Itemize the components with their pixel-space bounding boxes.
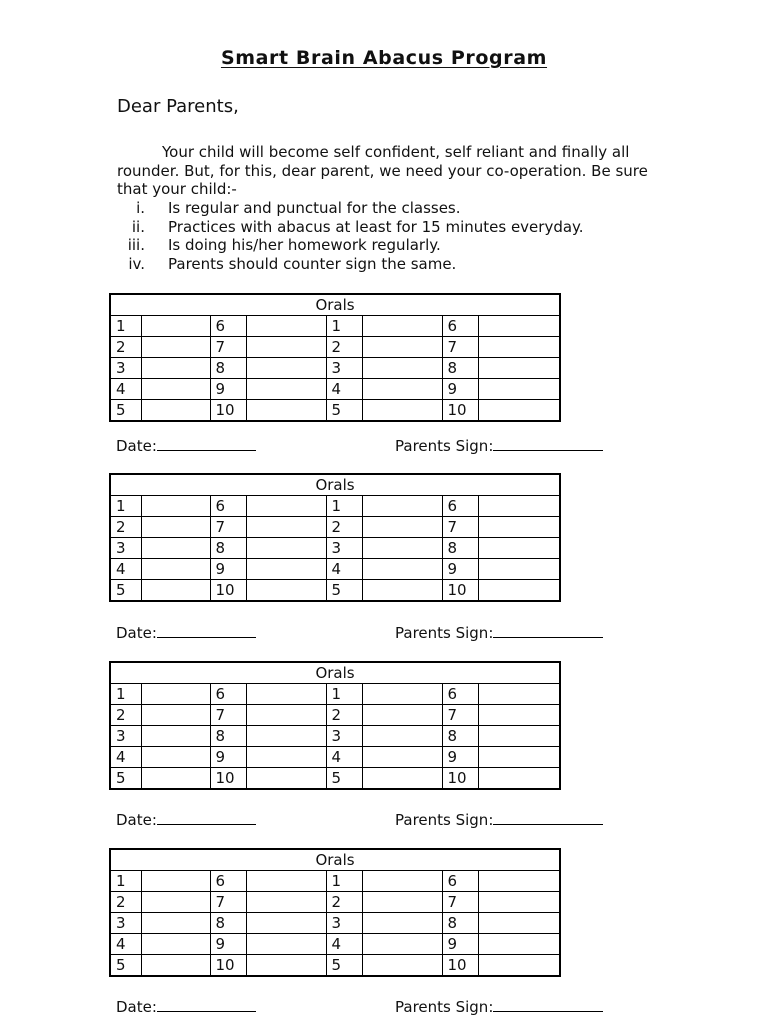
answer-cell[interactable]: [362, 871, 442, 892]
answer-cell[interactable]: [246, 892, 326, 913]
parents-sign-field[interactable]: [395, 624, 603, 642]
list-item: ii. Practices with abacus at least for 15 minutes everyday.: [131, 217, 584, 236]
answer-cell[interactable]: [478, 538, 560, 559]
answer-cell[interactable]: [246, 379, 326, 400]
date-field[interactable]: [116, 998, 256, 1016]
sign-line[interactable]: [493, 438, 603, 451]
question-number: 1: [326, 684, 362, 705]
answer-cell[interactable]: [246, 580, 326, 602]
answer-cell[interactable]: [141, 684, 210, 705]
list-item: iii. Is doing his/her homework regularly.: [127, 236, 441, 255]
question-number: 10: [442, 955, 478, 977]
answer-cell[interactable]: [362, 400, 442, 422]
question-number: 8: [210, 913, 246, 934]
answer-cell[interactable]: [478, 559, 560, 580]
question-number: 2: [326, 517, 362, 538]
question-number: 2: [110, 337, 141, 358]
answer-cell[interactable]: [141, 747, 210, 768]
answer-cell[interactable]: [478, 705, 560, 726]
answer-cell[interactable]: [246, 684, 326, 705]
question-number: 1: [326, 316, 362, 337]
answer-cell[interactable]: [141, 559, 210, 580]
table-header: Orals: [110, 294, 560, 316]
answer-cell[interactable]: [478, 892, 560, 913]
date-field[interactable]: [116, 624, 256, 642]
answer-cell[interactable]: [362, 747, 442, 768]
question-number: 8: [442, 726, 478, 747]
answer-cell[interactable]: [362, 358, 442, 379]
question-number: 5: [326, 768, 362, 790]
answer-cell[interactable]: [141, 934, 210, 955]
table-header: Orals: [110, 849, 560, 871]
question-number: 2: [326, 892, 362, 913]
date-label: Date:: [116, 998, 157, 1016]
question-number: 3: [110, 913, 141, 934]
question-number: 2: [110, 892, 141, 913]
question-number: 3: [326, 538, 362, 559]
question-number: 10: [442, 400, 478, 422]
question-number: 10: [442, 580, 478, 602]
table-row: [110, 316, 560, 337]
question-number: 1: [326, 496, 362, 517]
table-row: [110, 580, 560, 602]
question-number: 4: [326, 934, 362, 955]
table-row: [110, 934, 560, 955]
list-item: i. Is regular and punctual for the classes.: [136, 199, 461, 217]
table-row: [110, 871, 560, 892]
question-number: 3: [326, 913, 362, 934]
answer-cell[interactable]: [246, 934, 326, 955]
question-number: 10: [210, 580, 246, 602]
question-number: 10: [210, 955, 246, 977]
table-row: [110, 559, 560, 580]
answer-cell[interactable]: [141, 400, 210, 422]
question-number: 3: [326, 358, 362, 379]
intro-paragraph: Your child will become self confident, self reliant and finally all rounder. But, for this, dear parent, we need your co-operation. Be sure that your child:-: [117, 143, 648, 198]
parents-sign-label: Parents Sign:: [395, 811, 494, 829]
answer-cell[interactable]: [246, 747, 326, 768]
question-number: 1: [110, 871, 141, 892]
answer-cell[interactable]: [362, 559, 442, 580]
answer-cell[interactable]: [478, 337, 560, 358]
answer-cell[interactable]: [478, 517, 560, 538]
greeting: Dear Parents,: [117, 96, 239, 117]
question-number: 7: [210, 337, 246, 358]
question-number: 7: [210, 892, 246, 913]
question-number: 1: [110, 684, 141, 705]
table-row: [110, 705, 560, 726]
answer-cell[interactable]: [478, 913, 560, 934]
answer-cell[interactable]: [362, 538, 442, 559]
orals-table: [109, 848, 561, 977]
parents-sign-label: Parents Sign:: [395, 624, 494, 642]
question-number: 6: [442, 496, 478, 517]
question-number: 6: [442, 316, 478, 337]
parents-sign-field[interactable]: [395, 437, 603, 455]
answer-cell[interactable]: [478, 747, 560, 768]
question-number: 4: [110, 559, 141, 580]
question-number: 3: [326, 726, 362, 747]
question-number: 7: [442, 517, 478, 538]
question-number: 4: [110, 934, 141, 955]
question-number: 3: [110, 538, 141, 559]
date-line[interactable]: [157, 625, 256, 638]
answer-cell[interactable]: [246, 871, 326, 892]
question-number: 4: [326, 747, 362, 768]
table-row: [110, 337, 560, 358]
answer-cell[interactable]: [478, 768, 560, 790]
answer-cell[interactable]: [141, 913, 210, 934]
question-number: 3: [110, 358, 141, 379]
date-label: Date:: [116, 624, 157, 642]
answer-cell[interactable]: [141, 580, 210, 602]
orals-table: [109, 293, 561, 422]
question-number: 2: [110, 517, 141, 538]
question-number: 8: [210, 358, 246, 379]
sign-line[interactable]: [493, 999, 603, 1012]
question-number: 8: [442, 913, 478, 934]
answer-cell[interactable]: [246, 705, 326, 726]
question-number: 9: [210, 559, 246, 580]
parents-sign-label: Parents Sign:: [395, 998, 494, 1016]
table-header: Orals: [110, 474, 560, 496]
answer-cell[interactable]: [478, 379, 560, 400]
question-number: 5: [110, 768, 141, 790]
answer-cell[interactable]: [362, 892, 442, 913]
table-row: [110, 538, 560, 559]
answer-cell[interactable]: [141, 379, 210, 400]
answer-cell[interactable]: [362, 768, 442, 790]
question-number: 10: [210, 768, 246, 790]
instruction-list: [117, 199, 584, 274]
date-label: Date:: [116, 437, 157, 455]
table-row: [110, 496, 560, 517]
answer-cell[interactable]: [362, 496, 442, 517]
answer-cell[interactable]: [362, 580, 442, 602]
question-number: 4: [326, 559, 362, 580]
answer-cell[interactable]: [246, 768, 326, 790]
date-label: Date:: [116, 811, 157, 829]
answer-cell[interactable]: [246, 913, 326, 934]
question-number: 1: [326, 871, 362, 892]
table-row: [110, 726, 560, 747]
answer-cell[interactable]: [362, 379, 442, 400]
question-number: 6: [210, 316, 246, 337]
question-number: 7: [442, 705, 478, 726]
answer-cell[interactable]: [362, 726, 442, 747]
question-number: 9: [442, 747, 478, 768]
sign-line[interactable]: [493, 625, 603, 638]
answer-cell[interactable]: [246, 316, 326, 337]
question-number: 5: [326, 400, 362, 422]
question-number: 8: [210, 726, 246, 747]
question-number: 3: [110, 726, 141, 747]
answer-cell[interactable]: [478, 955, 560, 977]
question-number: 10: [210, 400, 246, 422]
question-number: 6: [210, 871, 246, 892]
question-number: 2: [110, 705, 141, 726]
answer-cell[interactable]: [141, 768, 210, 790]
answer-cell[interactable]: [362, 705, 442, 726]
answer-cell[interactable]: [246, 726, 326, 747]
answer-cell[interactable]: [246, 400, 326, 422]
table-row: [110, 892, 560, 913]
question-number: 9: [442, 934, 478, 955]
question-number: 7: [210, 517, 246, 538]
answer-cell[interactable]: [478, 871, 560, 892]
answer-cell[interactable]: [478, 496, 560, 517]
table-row: [110, 400, 560, 422]
answer-cell[interactable]: [362, 517, 442, 538]
list-item: iv. Parents should counter sign the same.: [128, 255, 457, 274]
question-number: 1: [110, 316, 141, 337]
answer-cell[interactable]: [246, 337, 326, 358]
answer-cell[interactable]: [141, 316, 210, 337]
answer-cell[interactable]: [246, 538, 326, 559]
question-number: 1: [110, 496, 141, 517]
question-number: 8: [210, 538, 246, 559]
question-number: 7: [442, 892, 478, 913]
answer-cell[interactable]: [141, 337, 210, 358]
date-line[interactable]: [157, 999, 256, 1012]
sign-line[interactable]: [493, 812, 603, 825]
question-number: 2: [326, 337, 362, 358]
question-number: 6: [442, 684, 478, 705]
table-row: [110, 913, 560, 934]
question-number: 5: [110, 400, 141, 422]
answer-cell[interactable]: [141, 705, 210, 726]
question-number: 6: [210, 684, 246, 705]
table-row: [110, 768, 560, 790]
table-row: [110, 517, 560, 538]
question-number: 6: [442, 871, 478, 892]
date-line[interactable]: [157, 812, 256, 825]
answer-cell[interactable]: [246, 496, 326, 517]
question-number: 2: [326, 705, 362, 726]
question-number: 6: [210, 496, 246, 517]
answer-cell[interactable]: [141, 871, 210, 892]
table-row: [110, 955, 560, 977]
answer-cell[interactable]: [141, 517, 210, 538]
question-number: 5: [110, 955, 141, 977]
question-number: 5: [326, 580, 362, 602]
table-row: [110, 379, 560, 400]
answer-cell[interactable]: [478, 684, 560, 705]
answer-cell[interactable]: [362, 684, 442, 705]
table-row: [110, 747, 560, 768]
page-title: Smart Brain Abacus Program: [220, 47, 548, 69]
answer-cell[interactable]: [362, 934, 442, 955]
answer-cell[interactable]: [362, 955, 442, 977]
question-number: 4: [110, 747, 141, 768]
question-number: 9: [210, 379, 246, 400]
question-number: 10: [442, 768, 478, 790]
answer-cell[interactable]: [478, 358, 560, 379]
question-number: 9: [442, 559, 478, 580]
question-number: 7: [210, 705, 246, 726]
question-number: 8: [442, 358, 478, 379]
answer-cell[interactable]: [141, 892, 210, 913]
parents-sign-field[interactable]: [395, 811, 603, 829]
answer-cell[interactable]: [362, 316, 442, 337]
question-number: 9: [210, 934, 246, 955]
answer-cell[interactable]: [141, 358, 210, 379]
answer-cell[interactable]: [478, 316, 560, 337]
answer-cell[interactable]: [478, 934, 560, 955]
question-number: 4: [110, 379, 141, 400]
answer-cell[interactable]: [478, 580, 560, 602]
orals-table: [109, 661, 561, 790]
question-number: 5: [326, 955, 362, 977]
table-row: [110, 684, 560, 705]
answer-cell[interactable]: [478, 726, 560, 747]
question-number: 8: [442, 538, 478, 559]
question-number: 9: [442, 379, 478, 400]
date-field[interactable]: [116, 811, 256, 829]
answer-cell[interactable]: [141, 955, 210, 977]
question-number: 9: [210, 747, 246, 768]
answer-cell[interactable]: [362, 337, 442, 358]
answer-cell[interactable]: [141, 538, 210, 559]
question-number: 5: [110, 580, 141, 602]
answer-cell[interactable]: [141, 726, 210, 747]
table-header: Orals: [110, 662, 560, 684]
question-number: 4: [326, 379, 362, 400]
answer-cell[interactable]: [246, 559, 326, 580]
date-field[interactable]: [116, 437, 256, 455]
answer-cell[interactable]: [246, 517, 326, 538]
answer-cell[interactable]: [246, 955, 326, 977]
parents-sign-field[interactable]: [395, 998, 603, 1016]
table-row: [110, 358, 560, 379]
question-number: 7: [442, 337, 478, 358]
parents-sign-label: Parents Sign:: [395, 437, 494, 455]
orals-table: [109, 473, 561, 602]
answer-cell[interactable]: [478, 400, 560, 422]
answer-cell[interactable]: [246, 358, 326, 379]
date-line[interactable]: [157, 438, 256, 451]
answer-cell[interactable]: [141, 496, 210, 517]
answer-cell[interactable]: [362, 913, 442, 934]
